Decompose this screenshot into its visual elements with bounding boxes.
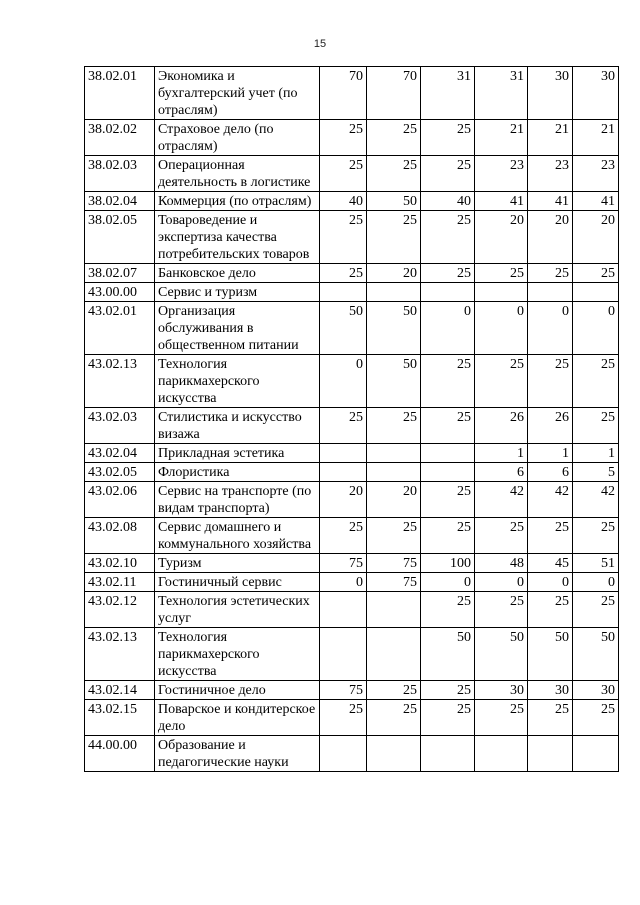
value-cell-6: 25 <box>573 592 619 628</box>
value-cell-2 <box>367 444 421 463</box>
value-cell-6: 1 <box>573 444 619 463</box>
specialty-name-cell: Прикладная эстетика <box>155 444 320 463</box>
value-cell-3 <box>421 444 475 463</box>
value-cell-4: 25 <box>475 355 528 408</box>
value-cell-3: 31 <box>421 67 475 120</box>
specialty-name-cell: Стилистика и искусство визажа <box>155 408 320 444</box>
value-cell-5: 30 <box>528 681 573 700</box>
specialty-name-cell: Товароведение и экспертиза качества потребительских товаров <box>155 211 320 264</box>
specialty-name-cell: Страховое дело (по отраслям) <box>155 120 320 156</box>
value-cell-4 <box>475 736 528 772</box>
value-cell-3: 25 <box>421 120 475 156</box>
value-cell-5: 25 <box>528 700 573 736</box>
specialty-name-cell: Технология парикмахерского искусства <box>155 628 320 681</box>
value-cell-1 <box>320 592 367 628</box>
value-cell-2: 50 <box>367 355 421 408</box>
specialty-name-cell: Флористика <box>155 463 320 482</box>
value-cell-1: 0 <box>320 355 367 408</box>
value-cell-3: 25 <box>421 700 475 736</box>
value-cell-5: 6 <box>528 463 573 482</box>
value-cell-1: 70 <box>320 67 367 120</box>
value-cell-3: 40 <box>421 192 475 211</box>
value-cell-2: 25 <box>367 156 421 192</box>
value-cell-6 <box>573 736 619 772</box>
value-cell-5: 25 <box>528 518 573 554</box>
value-cell-1 <box>320 444 367 463</box>
value-cell-1 <box>320 736 367 772</box>
specialty-name-cell: Технология эстетических услуг <box>155 592 320 628</box>
value-cell-3: 0 <box>421 302 475 355</box>
value-cell-4: 25 <box>475 700 528 736</box>
value-cell-3: 25 <box>421 518 475 554</box>
table-row <box>85 302 619 355</box>
value-cell-6: 23 <box>573 156 619 192</box>
value-cell-2: 25 <box>367 700 421 736</box>
value-cell-2 <box>367 463 421 482</box>
table-row <box>85 573 619 592</box>
value-cell-3: 25 <box>421 264 475 283</box>
value-cell-1: 75 <box>320 554 367 573</box>
table-row <box>85 628 619 681</box>
value-cell-2: 50 <box>367 192 421 211</box>
value-cell-6: 30 <box>573 67 619 120</box>
value-cell-5: 23 <box>528 156 573 192</box>
specialty-code-cell: 38.02.07 <box>85 264 155 283</box>
specialty-code-cell: 38.02.03 <box>85 156 155 192</box>
specialty-code-cell: 44.00.00 <box>85 736 155 772</box>
specialty-code-cell: 43.02.04 <box>85 444 155 463</box>
value-cell-1: 25 <box>320 518 367 554</box>
page-number: 15 <box>313 38 327 50</box>
value-cell-3 <box>421 283 475 302</box>
specialty-code-cell: 43.02.12 <box>85 592 155 628</box>
specialty-name-cell: Организация обслуживания в общественном питании <box>155 302 320 355</box>
value-cell-4: 20 <box>475 211 528 264</box>
value-cell-1: 25 <box>320 120 367 156</box>
value-cell-4: 21 <box>475 120 528 156</box>
specialty-name-cell: Сервис и туризм <box>155 283 320 302</box>
specialty-name-cell: Операционная деятельность в логистике <box>155 156 320 192</box>
value-cell-2: 75 <box>367 554 421 573</box>
value-cell-4: 48 <box>475 554 528 573</box>
table-row <box>85 736 619 772</box>
value-cell-5: 41 <box>528 192 573 211</box>
value-cell-2: 50 <box>367 302 421 355</box>
value-cell-3: 25 <box>421 592 475 628</box>
value-cell-6: 25 <box>573 355 619 408</box>
value-cell-1: 25 <box>320 156 367 192</box>
value-cell-4: 6 <box>475 463 528 482</box>
table-row <box>85 681 619 700</box>
value-cell-5: 30 <box>528 67 573 120</box>
value-cell-4: 25 <box>475 518 528 554</box>
value-cell-4: 23 <box>475 156 528 192</box>
value-cell-4: 30 <box>475 681 528 700</box>
value-cell-5: 50 <box>528 628 573 681</box>
value-cell-4 <box>475 283 528 302</box>
value-cell-4: 0 <box>475 302 528 355</box>
value-cell-5: 25 <box>528 264 573 283</box>
value-cell-1: 50 <box>320 302 367 355</box>
value-cell-4: 42 <box>475 482 528 518</box>
value-cell-6: 51 <box>573 554 619 573</box>
value-cell-2: 70 <box>367 67 421 120</box>
value-cell-5: 25 <box>528 592 573 628</box>
value-cell-4: 26 <box>475 408 528 444</box>
value-cell-3: 100 <box>421 554 475 573</box>
specialty-code-cell: 43.02.06 <box>85 482 155 518</box>
value-cell-6: 50 <box>573 628 619 681</box>
specialty-name-cell: Банковское дело <box>155 264 320 283</box>
value-cell-4: 25 <box>475 592 528 628</box>
value-cell-6: 25 <box>573 518 619 554</box>
value-cell-6: 42 <box>573 482 619 518</box>
table-row <box>85 120 619 156</box>
value-cell-5: 20 <box>528 211 573 264</box>
value-cell-6: 30 <box>573 681 619 700</box>
value-cell-3 <box>421 463 475 482</box>
table-row <box>85 355 619 408</box>
value-cell-5: 0 <box>528 302 573 355</box>
table-row <box>85 592 619 628</box>
specialty-code-cell: 43.02.14 <box>85 681 155 700</box>
specialty-code-cell: 43.02.15 <box>85 700 155 736</box>
specialty-name-cell: Туризм <box>155 554 320 573</box>
table-row <box>85 408 619 444</box>
specialty-code-cell: 43.02.10 <box>85 554 155 573</box>
value-cell-2 <box>367 592 421 628</box>
value-cell-2: 25 <box>367 408 421 444</box>
table-row <box>85 283 619 302</box>
value-cell-2 <box>367 283 421 302</box>
specialty-name-cell: Коммерция (по отраслям) <box>155 192 320 211</box>
value-cell-5: 0 <box>528 573 573 592</box>
value-cell-4: 31 <box>475 67 528 120</box>
specialty-name-cell: Гостиничное дело <box>155 681 320 700</box>
specialty-code-cell: 38.02.05 <box>85 211 155 264</box>
value-cell-5: 1 <box>528 444 573 463</box>
specialty-code-cell: 38.02.02 <box>85 120 155 156</box>
value-cell-6: 25 <box>573 408 619 444</box>
table-row <box>85 554 619 573</box>
specialty-code-cell: 43.02.13 <box>85 355 155 408</box>
value-cell-4: 0 <box>475 573 528 592</box>
value-cell-2: 25 <box>367 681 421 700</box>
table-row <box>85 192 619 211</box>
value-cell-1: 40 <box>320 192 367 211</box>
value-cell-2: 20 <box>367 482 421 518</box>
table-row <box>85 264 619 283</box>
specialty-code-cell: 38.02.01 <box>85 67 155 120</box>
value-cell-5: 26 <box>528 408 573 444</box>
value-cell-6: 0 <box>573 302 619 355</box>
value-cell-2: 75 <box>367 573 421 592</box>
value-cell-1 <box>320 463 367 482</box>
value-cell-6: 0 <box>573 573 619 592</box>
table-row <box>85 156 619 192</box>
value-cell-5 <box>528 736 573 772</box>
value-cell-3: 50 <box>421 628 475 681</box>
value-cell-6: 41 <box>573 192 619 211</box>
value-cell-4: 1 <box>475 444 528 463</box>
value-cell-2: 25 <box>367 518 421 554</box>
admission-plan-table <box>84 66 619 772</box>
value-cell-3: 25 <box>421 482 475 518</box>
value-cell-6 <box>573 283 619 302</box>
value-cell-3: 25 <box>421 681 475 700</box>
value-cell-6: 21 <box>573 120 619 156</box>
value-cell-2: 20 <box>367 264 421 283</box>
value-cell-1: 75 <box>320 681 367 700</box>
value-cell-4: 50 <box>475 628 528 681</box>
value-cell-6: 20 <box>573 211 619 264</box>
table-row <box>85 482 619 518</box>
specialty-code-cell: 43.02.03 <box>85 408 155 444</box>
value-cell-1: 25 <box>320 408 367 444</box>
value-cell-5: 42 <box>528 482 573 518</box>
specialty-name-cell: Сервис домашнего и коммунального хозяйства <box>155 518 320 554</box>
table-row <box>85 463 619 482</box>
value-cell-1: 0 <box>320 573 367 592</box>
specialty-name-cell: Гостиничный сервис <box>155 573 320 592</box>
value-cell-3: 25 <box>421 408 475 444</box>
value-cell-2: 25 <box>367 211 421 264</box>
specialty-code-cell: 43.02.08 <box>85 518 155 554</box>
value-cell-4: 25 <box>475 264 528 283</box>
value-cell-6: 5 <box>573 463 619 482</box>
table-row <box>85 67 619 120</box>
specialty-name-cell: Сервис на транспорте (по видам транспорта) <box>155 482 320 518</box>
table-row <box>85 518 619 554</box>
specialty-code-cell: 43.00.00 <box>85 283 155 302</box>
specialty-code-cell: 43.02.01 <box>85 302 155 355</box>
value-cell-5: 21 <box>528 120 573 156</box>
specialty-name-cell: Поварское и кондитерское дело <box>155 700 320 736</box>
specialty-code-cell: 43.02.05 <box>85 463 155 482</box>
value-cell-1: 20 <box>320 482 367 518</box>
value-cell-6: 25 <box>573 264 619 283</box>
table-row <box>85 700 619 736</box>
value-cell-3: 25 <box>421 355 475 408</box>
value-cell-2: 25 <box>367 120 421 156</box>
specialty-code-cell: 43.02.11 <box>85 573 155 592</box>
specialty-code-cell: 38.02.04 <box>85 192 155 211</box>
value-cell-3: 0 <box>421 573 475 592</box>
value-cell-1: 25 <box>320 700 367 736</box>
specialty-name-cell: Образование и педагогические науки <box>155 736 320 772</box>
value-cell-1 <box>320 628 367 681</box>
value-cell-5: 45 <box>528 554 573 573</box>
value-cell-6: 25 <box>573 700 619 736</box>
value-cell-2 <box>367 628 421 681</box>
specialty-name-cell: Экономика и бухгалтерский учет (по отраслям) <box>155 67 320 120</box>
value-cell-5: 25 <box>528 355 573 408</box>
specialty-code-cell: 43.02.13 <box>85 628 155 681</box>
value-cell-1: 25 <box>320 264 367 283</box>
value-cell-3: 25 <box>421 156 475 192</box>
value-cell-1 <box>320 283 367 302</box>
value-cell-1: 25 <box>320 211 367 264</box>
table-row <box>85 444 619 463</box>
value-cell-5 <box>528 283 573 302</box>
table-row <box>85 211 619 264</box>
value-cell-4: 41 <box>475 192 528 211</box>
value-cell-3 <box>421 736 475 772</box>
value-cell-3: 25 <box>421 211 475 264</box>
table-body <box>85 67 619 772</box>
value-cell-2 <box>367 736 421 772</box>
specialty-name-cell: Технология парикмахерского искусства <box>155 355 320 408</box>
